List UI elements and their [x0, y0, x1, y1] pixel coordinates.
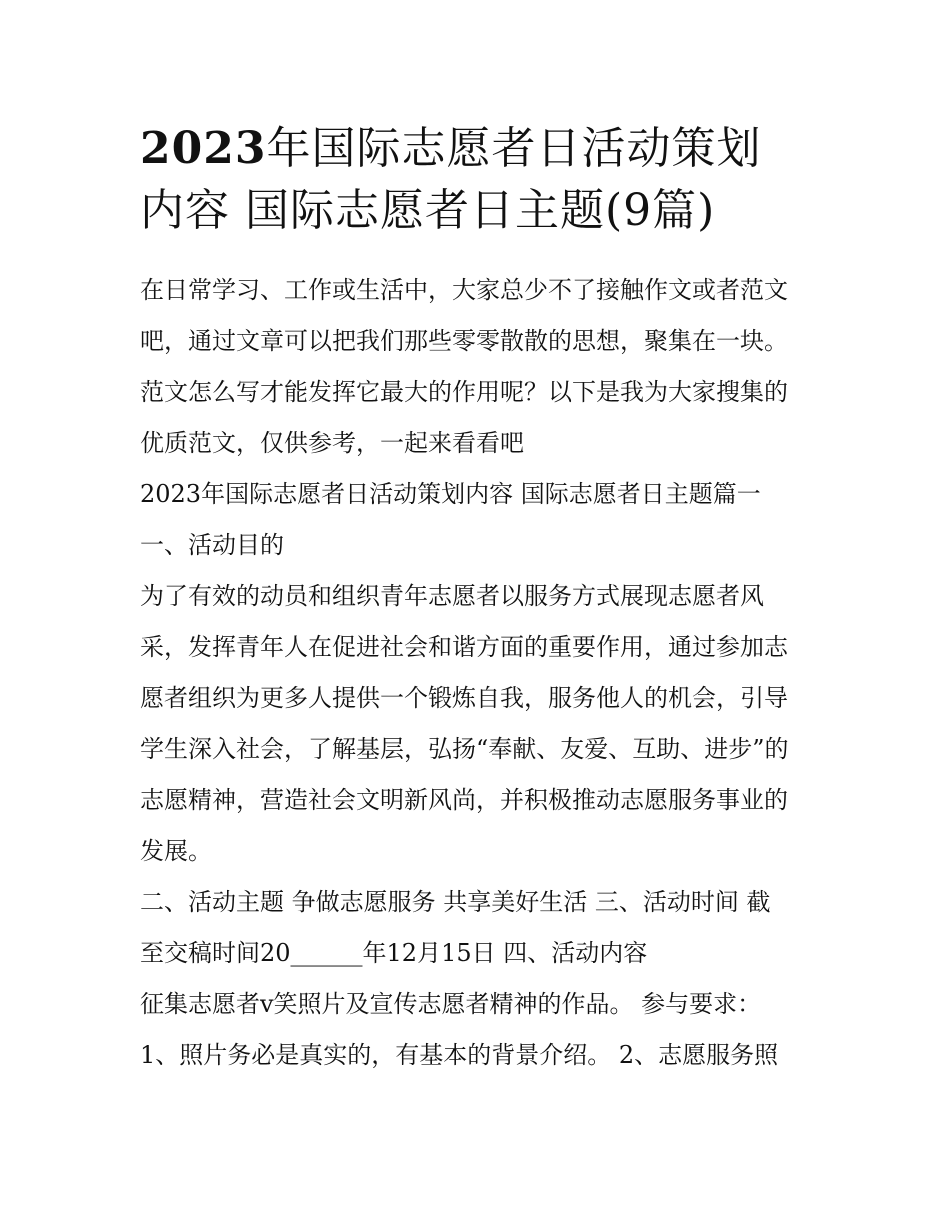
body-line-10: 学生深入社会，了解基层，弘扬“奉献、友爱、互助、进步”的 — [140, 735, 789, 763]
section-heading-line: 2023年国际志愿者日活动策划内容 国际志愿者日主题篇一 — [140, 480, 761, 508]
body-line-12: 发展。 — [140, 837, 212, 865]
body-line-14: 至交稿时间20______年12月15日 四、活动内容 — [140, 939, 648, 967]
document-page — [140, 118, 830, 1086]
document-title — [140, 118, 830, 242]
title-line-2: 内容 国际志愿者日主题(9篇) — [140, 185, 716, 236]
body-line-1: 在日常学习、工作或生活中，大家总少不了接触作文或者范文 — [140, 276, 788, 304]
title-line-1: 2023年国际志愿者日活动策划 — [140, 123, 762, 174]
body-line-4: 优质范文，仅供参考，一起来看看吧 — [140, 429, 524, 457]
body-line-11: 志愿精神，营造社会文明新风尚，并积极推动志愿服务事业的 — [140, 786, 788, 814]
body-line-2: 吧，通过文章可以把我们那些零零散散的思想，聚集在一块。 — [140, 327, 788, 355]
title-year: 2023 — [140, 123, 267, 174]
body-line-3: 范文怎么写才能发挥它最大的作用呢？以下是我为大家搜集的 — [140, 378, 788, 406]
body-line-13: 二、活动主题 争做志愿服务 共享美好生活 三、活动时间 截 — [140, 888, 771, 916]
subheading-purpose: 一、活动目的 — [140, 531, 284, 559]
body-line-16: 1、照片务必是真实的，有基本的背景介绍。 2、志愿服务照 — [140, 1041, 779, 1069]
body-line-7: 为了有效的动员和组织青年志愿者以服务方式展现志愿者风 — [140, 582, 764, 610]
document-body — [140, 270, 830, 1086]
body-line-15: 征集志愿者v笑照片及宣传志愿者精神的作品。 参与要求： — [140, 990, 762, 1018]
body-line-9: 愿者组织为更多人提供一个锻炼自我，服务他人的机会，引导 — [140, 684, 788, 712]
body-line-8: 采，发挥青年人在促进社会和谐方面的重要作用，通过参加志 — [140, 633, 788, 661]
